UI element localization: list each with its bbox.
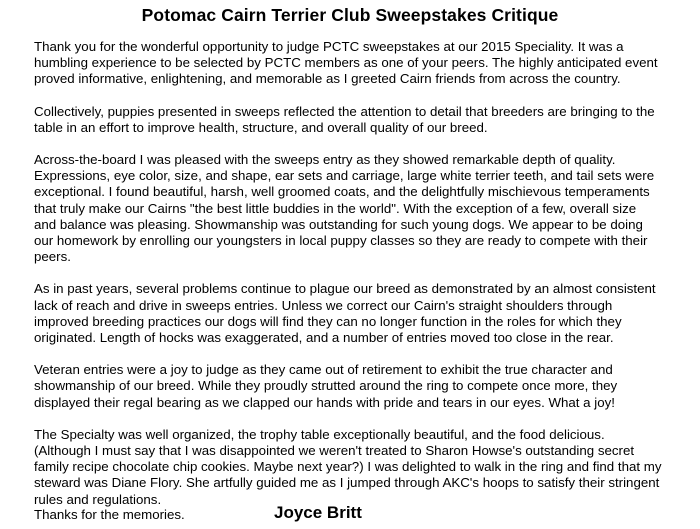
paragraph-puppies: Collectively, puppies presented in sweeps reflected the attention to detail that breeders are bringing to the table in an effort to improve health, structure, and overall quality of our breed. (34, 103, 655, 135)
signature: Joyce Britt (274, 503, 362, 522)
document-body (34, 39, 672, 524)
paragraph-veterans: Veteran entries were a joy to judge as they came out of retirement to exhibit the true character and showmanship of our breed. While they proudly strutted around the ring to compete once more, they displayed their regal bearing as we clapped our hands with pride and tears in our eyes. What a joy! (34, 362, 618, 410)
paragraph-quality: Across-the-board I was pleased with the sweeps entry as they showed remarkable depth of quality. Expressions, eye color, size, and shape, ear sets and carriage, large white terrier teeth, and tail sets were exceptional. I found beautiful, harsh, well groomed coats, and the delightfully mischievous temperaments that truly make our Cairns "the best little buddies in the world". With the exception of a few, overall size and balance was pleasing. Showmanship was outstanding for such young dogs. We appear to be doing our homework by enrolling our youngsters in local puppy classes so they are ready to compete with their peers. (34, 152, 655, 265)
document-title: Potomac Cairn Terrier Club Sweepstakes Critique (141, 5, 559, 25)
paragraph-specialty: The Specialty was well organized, the trophy table exceptionally beautiful, and the food delicious. (Although I must say that I was disappointed we weren't treated to Sharon Howse's outstanding secret family recipe chocolate chip cookies. Maybe next year?) I was delighted to walk in the ring and find that my steward was Diane Flory. She artfully guided me as I jumped through AKC's hoops to satisfy their stringent rules and regulations. (34, 426, 662, 507)
signoff (34, 503, 672, 525)
paragraph-problems: As in past years, several problems continue to plague our breed as demonstrated by an almost consistent lack of reach and drive in sweeps entries. Unless we correct our Cairn's straight shoulders through improved breeding practices our dogs will find they can no longer function in the roles for which they originated. Length of hocks was exaggerated, and a number of entries moved too close in the rear. (34, 281, 656, 346)
paragraph-intro: Thank you for the wonderful opportunity to judge PCTC sweepstakes at our 2015 Speciality. It was a humbling experience to be selected by PCTC members as one of your peers. The highly anticipated event proved informative, enlightening, and memorable as I greeted Cairn friends from across the country. (34, 39, 658, 87)
closing-line: Thanks for the memories. (34, 507, 185, 522)
